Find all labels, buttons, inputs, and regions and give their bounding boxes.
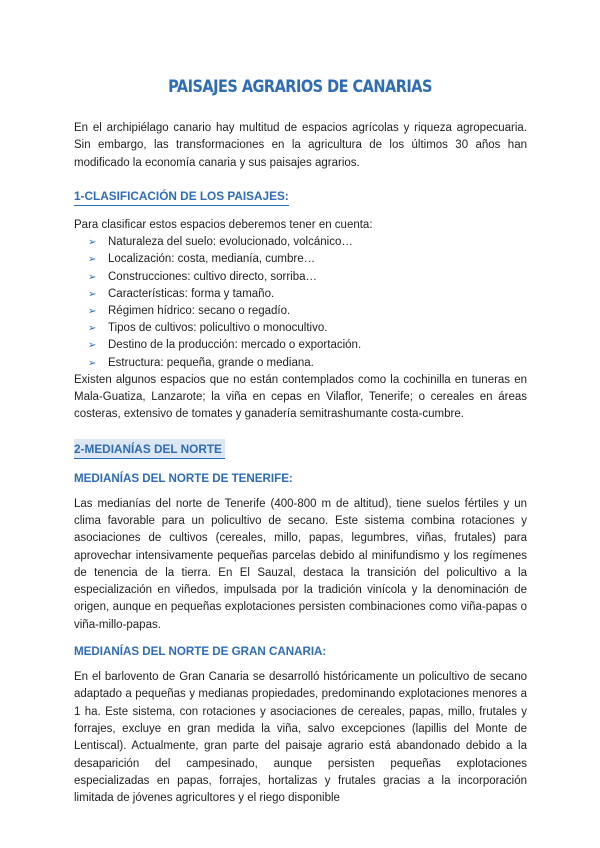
page-title: PAISAJES AGRARIOS DE CANARIAS [168, 77, 432, 96]
arrow-bullet-icon: ➢ [88, 306, 97, 317]
arrow-bullet-icon: ➢ [88, 323, 97, 335]
classification-list [74, 234, 527, 372]
arrow-bullet-icon: ➢ [88, 288, 97, 300]
list-item: ➢ Construcciones: cultivo directo, sorriba… [74, 269, 527, 286]
arrow-bullet-icon: ➢ [88, 271, 97, 283]
list-item: ➢ Características: forma y tamaño. [74, 286, 527, 303]
list-item: ➢ Naturaleza del suelo: evolucionado, volcánico… [74, 234, 527, 251]
arrow-bullet-icon: ➢ [88, 237, 97, 249]
gran-canaria-subheading: MEDIANÍAS DEL NORTE DE GRAN CANARIA: [74, 645, 327, 659]
arrow-bullet-icon: ➢ [88, 357, 97, 369]
list-item: ➢ Destino de la producción: mercado o exportación. [74, 337, 527, 354]
list-item: ➢ Estructura: pequeña, grande o mediana. [74, 355, 527, 372]
gran-canaria-paragraph: En el barlovento de Gran Canaria se desarrolló históricamente un policultivo de secano adaptado a pequeñas y medianas propiedades, predominando explotaciones menores a 1 ha. Este sistema, con rotaciones y asociaciones de cereales, papas, millo, frutales y forrajes, excluye en gran medida la viña, salvo excepciones (lapillis del Monte de Lentiscal). Actualmente, gran parte del paisaje agrario está abandonado debido a la desaparición del campesinado, aunque persisten pequeñas explotaciones especializadas en papas, forrajes, hortalizas y frutales gracias a la incorporación limitada de jóvenes agricultores y el riego disponible [74, 671, 527, 805]
tenerife-subheading: MEDIANÍAS DEL NORTE DE TENERIFE: [74, 471, 293, 485]
list-item: ➢ Régimen hídrico: secano o regadío. [74, 303, 527, 320]
list-item: ➢ Tipos de cultivos: policultivo o monocultivo. [74, 320, 527, 337]
document-body [74, 120, 527, 807]
arrow-bullet-icon: ➢ [88, 254, 97, 266]
intro-paragraph: En el archipiélago canario hay multitud de espacios agrícolas y riqueza agropecuaria. Sin embargo, las transformaciones en la agricultura de los últimos 30 años han modificado la economía canaria y sus paisajes agrarios. [74, 122, 527, 169]
section1-lead: Para clasificar estos espacios deberemos tener en cuenta: [74, 218, 373, 231]
section1-heading: 1-CLASIFICACIÓN DE LOS PAISAJES: [74, 188, 289, 206]
section1-closing-paragraph: Existen algunos espacios que no están contemplados como la cochinilla en tuneras en Mala-Guatiza, Lanzarote; la viña en cepas en Vilaflor, Tenerife; o cereales en áreas costeras, extensivo de tomates y ganadería semitrashumante costa-cumbre. [74, 373, 527, 421]
list-item: ➢ Localización: costa, medianía, cumbre… [74, 251, 527, 268]
arrow-bullet-icon: ➢ [88, 340, 97, 352]
section2-heading: 2-MEDIANÍAS DEL NORTE [74, 439, 225, 459]
tenerife-paragraph: Las medianías del norte de Tenerife (400-800 m de altitud), tiene suelos fértiles y un clima favorable para un policultivo de secano. Este sistema combina rotaciones y asociaciones de cultivos (cereales, millo, papas, legumbres, viñas, frutales) para aprovechar intensivamente pequeñas parcelas debido al minifundismo y los regímenes de tenencia de la tierra. En El Sauzal, destaca la transición del policultivo a la especialización en viñedos, impulsada por la tradición vinícola y la denominación de origen, aunque en pequeñas explotaciones persisten combinaciones como viña-papas o viña-millo-papas. [74, 497, 527, 631]
